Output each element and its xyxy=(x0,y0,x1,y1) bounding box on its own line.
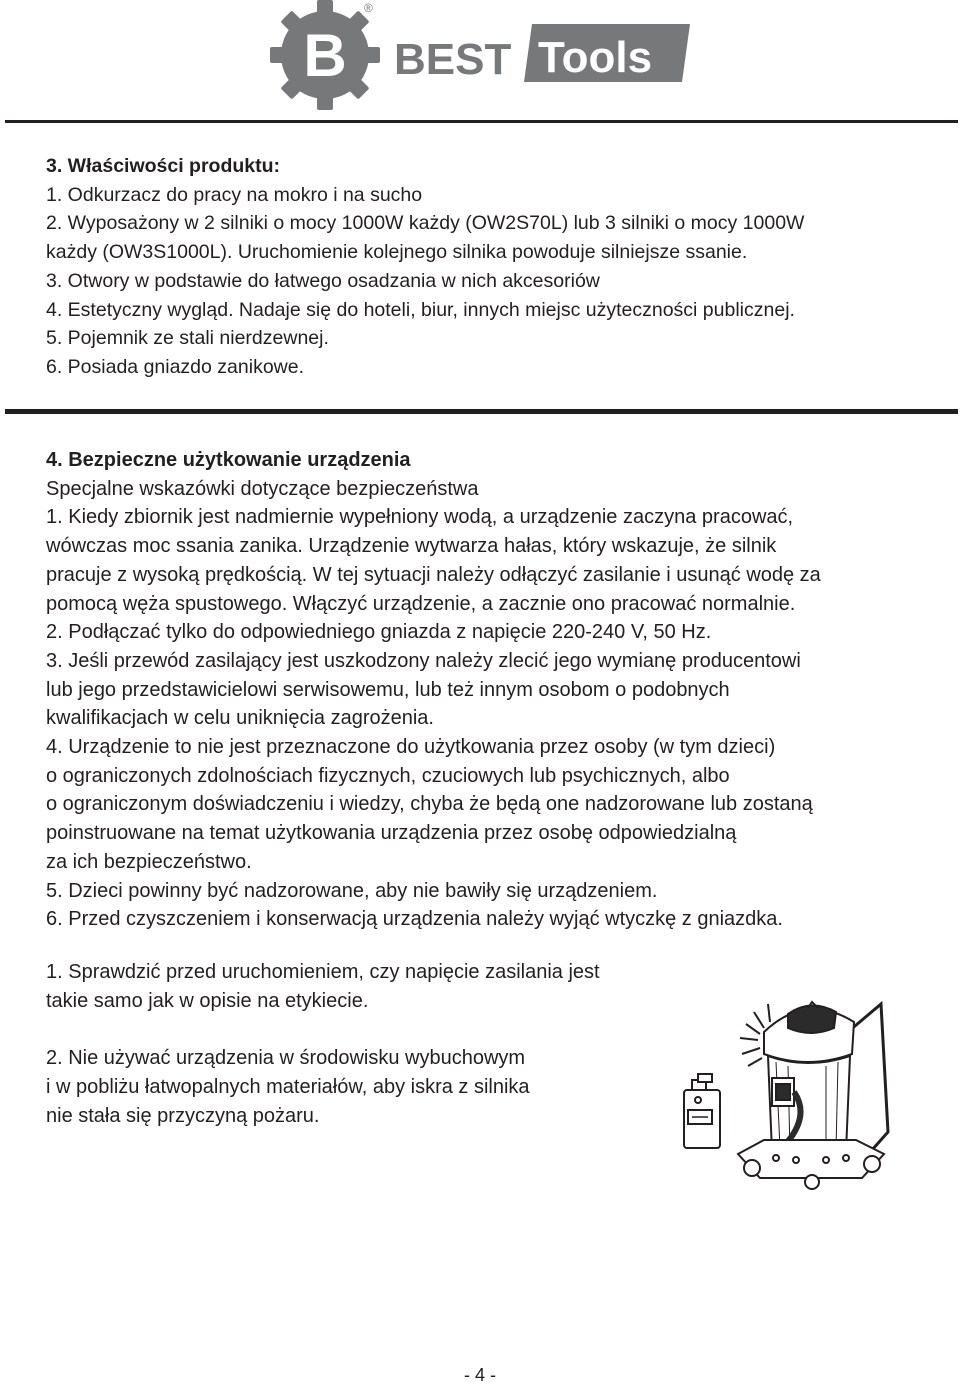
section-safe-usage xyxy=(46,446,926,934)
text-line: 6. Posiada gniazdo zanikowe. xyxy=(46,355,305,378)
text-line: 1. Odkurzacz do pracy na mokro i na sucho xyxy=(46,183,423,206)
text-line: kwalifikacjach w celu uniknięcia zagrożenia. xyxy=(46,707,434,730)
text-line: 2. Podłączać tylko do odpowiedniego gniazda z napięcie 220-240 V, 50 Hz. xyxy=(46,621,712,644)
text-line: 4. Urządzenie to nie jest przeznaczone do użytkowania przez osoby (w tym dzieci) xyxy=(46,736,776,759)
text-line: i w pobliżu łatwopalnych materiałów, aby iskra z silnika xyxy=(46,1076,530,1099)
section-heading: 4. Bezpieczne użytkowanie urządzenia xyxy=(46,449,411,471)
text-line: 5. Pojemnik ze stali nierdzewnej. xyxy=(46,327,329,350)
section-product-features xyxy=(46,152,926,382)
text-line: 2. Nie używać urządzenia w środowisku wybuchowym xyxy=(46,1047,526,1070)
text-line: o ograniczonym doświadczeniu i wiedzy, chyba że będą one nadzorowane lub zostaną xyxy=(46,793,813,816)
text-line: 4. Estetyczny wygląd. Nadaje się do hoteli, biur, innych miejsc użyteczności publicznej. xyxy=(46,298,795,321)
text-line: 1. Kiedy zbiornik jest nadmiernie wypełniony wodą, a urządzenie zaczyna pracować, xyxy=(46,506,794,529)
check-item-1 xyxy=(46,958,686,1016)
page-number: - 4 - xyxy=(463,1365,496,1385)
registered-mark: ® xyxy=(364,1,373,15)
brand-logo xyxy=(270,0,690,112)
fuel-can-icon xyxy=(684,1074,720,1148)
text-line: 2. Wyposażony w 2 silniki o mocy 1000W każdy (OW2S70L) lub 3 silniki o mocy 1000W xyxy=(46,212,805,235)
logo-letter: B xyxy=(303,22,347,89)
pre-use-checks xyxy=(46,958,686,1160)
text-line: Specjalne wskazówki dotyczące bezpieczeństwa xyxy=(46,477,479,500)
text-line: o ograniczonych zdolnościach fizycznych, czuciowych lub psychicznych, albo xyxy=(46,764,730,787)
section-heading: 3. Właściwości produktu: xyxy=(46,155,281,177)
text-line: pracuje z wysoką prędkością. W tej sytuacji należy odłączyć zasilanie i usunąć wodę za xyxy=(46,563,821,586)
text-line: 1. Sprawdzić przed uruchomieniem, czy napięcie zasilania jest xyxy=(46,961,600,983)
brand-name-tools: Tools xyxy=(538,33,653,82)
text-line: poinstruowane na temat użytkowania urządzenia przez osobę odpowiedzialną xyxy=(46,822,737,845)
gear-icon xyxy=(270,0,380,110)
vacuum-base xyxy=(738,1140,884,1189)
text-line: 5. Dzieci powinny być nadzorowane, aby nie bawiły się urządzeniem. xyxy=(46,879,658,902)
top-divider xyxy=(5,120,958,123)
text-line: za ich bezpieczeństwo. xyxy=(46,850,252,873)
text-line: wówczas moc ssania zanika. Urządzenie wytwarza hałas, który wskazuje, że silnik xyxy=(46,535,777,558)
text-line: 6. Przed czyszczeniem i konserwacją urządzenia należy wyjąć wtyczkę z gniazdka. xyxy=(46,908,783,931)
text-line: pomocą węża spustowego. Włączyć urządzenie, a zacznie ono pracować normalnie. xyxy=(46,592,796,615)
text-line: każdy (OW3S1000L). Uruchomienie kolejnego silnika powoduje silniejsze ssanie. xyxy=(46,241,748,264)
section-divider xyxy=(5,409,958,414)
vacuum-explosion-hazard-illustration xyxy=(676,982,896,1197)
text-line: lub jego przedstawicielowi serwisowemu, lub też innym osobom o podobnych xyxy=(46,678,730,701)
text-line: takie samo jak w opisie na etykiecie. xyxy=(46,989,369,1012)
text-line: nie stała się przyczyną pożaru. xyxy=(46,1104,320,1127)
text-line: 3. Jeśli przewód zasilający jest uszkodzony należy zlecić jego wymianę producentowi xyxy=(46,649,801,672)
text-line: 3. Otwory w podstawie do łatwego osadzania w nich akcesoriów xyxy=(46,269,600,292)
brand-name-best: BEST xyxy=(394,35,512,84)
check-item-2 xyxy=(46,1044,686,1130)
vacuum-head xyxy=(764,1002,854,1062)
